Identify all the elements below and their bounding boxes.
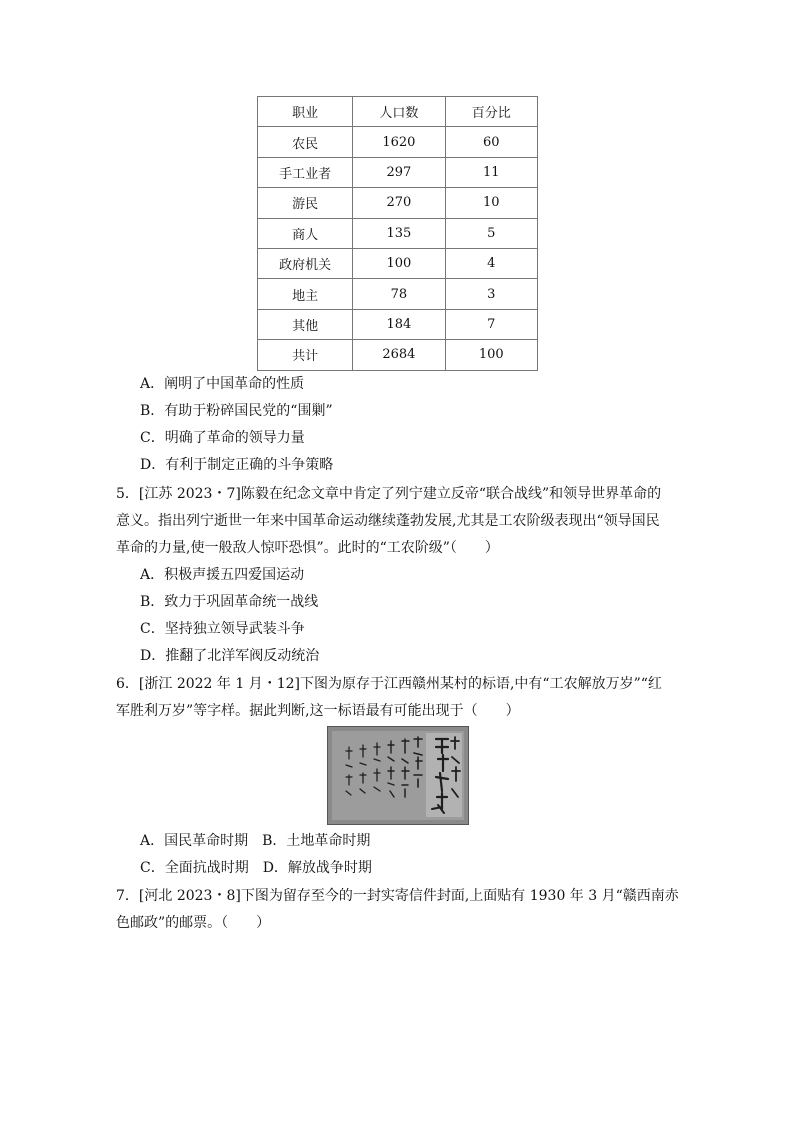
- table-row: [258, 309, 538, 339]
- table-cell: 11: [445, 157, 537, 187]
- table-row: [258, 340, 538, 370]
- table-cell: 地主: [258, 279, 353, 309]
- table-cell: 手工业者: [258, 157, 353, 187]
- table-cell: 10: [445, 188, 537, 218]
- table-cell: 184: [353, 309, 445, 339]
- q6-stem-line2: 军胜利万岁”等字样。据此判断,这一标语最有可能出现于（ ）: [116, 703, 520, 719]
- q7-stem-line1: 7．[河北 2023・8]下图为留存至今的一封实寄信件封面,上面贴有 1930 年 3 月“赣西南赤: [116, 888, 679, 904]
- table-cell: 农民: [258, 127, 353, 157]
- table-cell: 3: [445, 279, 537, 309]
- q6-options-line1: A．国民革命时期 B．土地革命时期: [140, 833, 371, 849]
- table-cell: 2684: [353, 340, 445, 370]
- table-row: [258, 157, 538, 187]
- table-cell: 270: [353, 188, 445, 218]
- q5-option-b: B．致力于巩固革命统一战线: [140, 594, 319, 610]
- table-row: [258, 188, 538, 218]
- header-percentage: 百分比: [445, 97, 537, 127]
- q5-stem-line2: 意义。指出列宁逝世一年来中国革命运动继续蓬勃发展,尤其是工农阶级表现出“领导国民: [116, 513, 660, 529]
- table-cell: 共计: [258, 340, 353, 370]
- table-row: [258, 218, 538, 248]
- table-cell: 135: [353, 218, 445, 248]
- table-cell: 商人: [258, 218, 353, 248]
- occupation-table: [257, 96, 538, 371]
- q4-option-d: D．有利于制定正确的斗争策略: [140, 457, 334, 473]
- q5-stem-line3: 革命的力量,使一般敌人惊吓恐惧”。此时的“工农阶级”（ ）: [116, 540, 499, 556]
- table-cell: 5: [445, 218, 537, 248]
- table-cell: 政府机关: [258, 248, 353, 278]
- q4-option-c: C．明确了革命的领导力量: [140, 430, 305, 446]
- table-cell: 78: [353, 279, 445, 309]
- slogan-photo: [327, 726, 469, 825]
- table-cell: 60: [445, 127, 537, 157]
- table-cell: 其他: [258, 309, 353, 339]
- slogan-photo-graphic: [328, 727, 468, 824]
- table-cell: 100: [353, 248, 445, 278]
- q5-option-d: D．推翻了北洋军阀反动统治: [140, 648, 320, 664]
- table-cell: 4: [445, 248, 537, 278]
- table-row: [258, 127, 538, 157]
- q7-stem-line2: 色邮政”的邮票。（ ）: [116, 915, 271, 931]
- table-cell: 1620: [353, 127, 445, 157]
- header-population: 人口数: [353, 97, 445, 127]
- table-cell: 7: [445, 309, 537, 339]
- table-row: [258, 279, 538, 309]
- table-header-row: [258, 97, 538, 127]
- q6-stem-line1: 6．[浙江 2022 年 1 月・12]下图为原存于江西赣州某村的标语,中有“工农解放万岁”“红: [116, 676, 662, 692]
- q4-option-b: B．有助于粉碎国民党的“围剿”: [140, 403, 333, 419]
- q5-stem-line1: 5．[江苏 2023・7]陈毅在纪念文章中肯定了列宁建立反帝“联合战线”和领导世界革命的: [116, 486, 662, 502]
- table-cell: 100: [445, 340, 537, 370]
- table-cell: 游民: [258, 188, 353, 218]
- q5-option-c: C．坚持独立领导武装斗争: [140, 621, 305, 637]
- header-occupation: 职业: [258, 97, 353, 127]
- table-cell: 297: [353, 157, 445, 187]
- table-row: [258, 248, 538, 278]
- q5-option-a: A．积极声援五四爱国运动: [140, 567, 305, 583]
- q6-options-line2: C．全面抗战时期 D．解放战争时期: [140, 860, 372, 876]
- q4-option-a: A．阐明了中国革命的性质: [140, 376, 305, 392]
